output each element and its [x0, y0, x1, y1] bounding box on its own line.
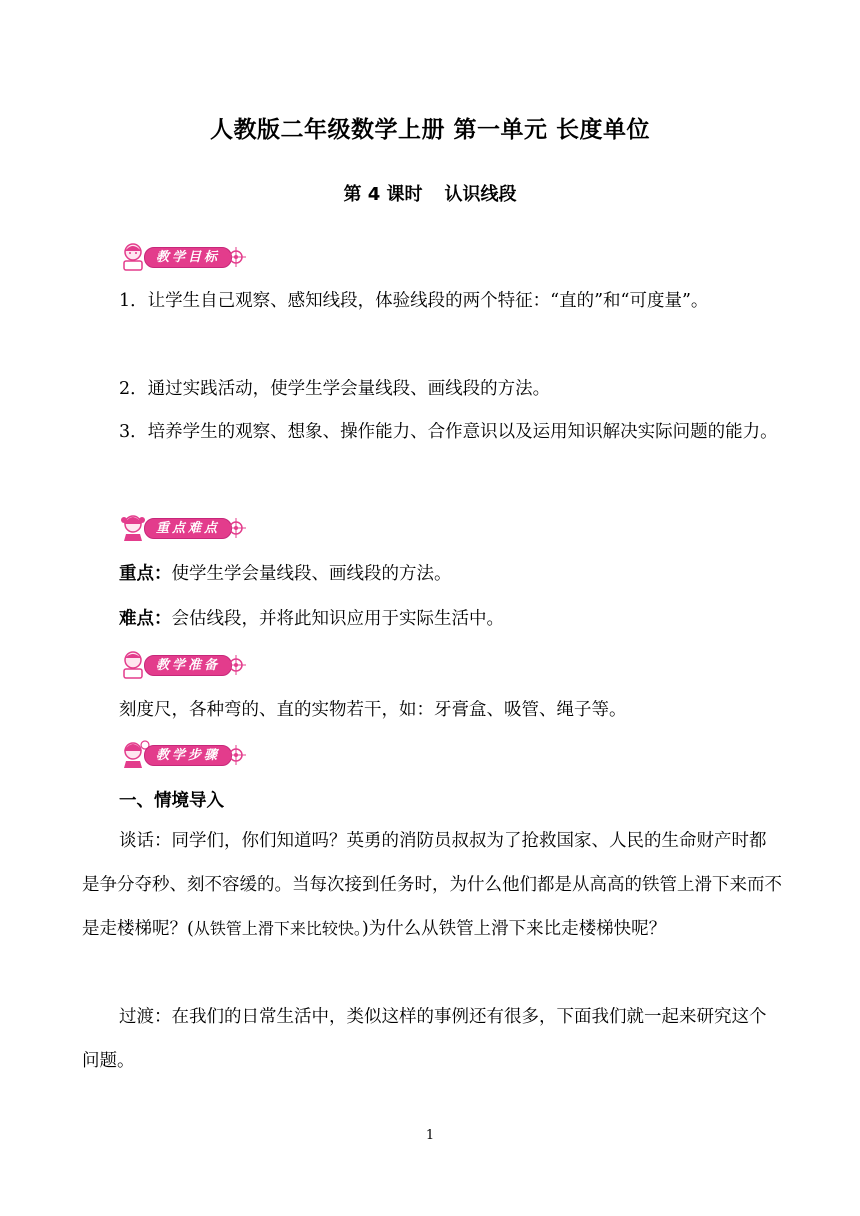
lesson-topic: 认识线段: [444, 184, 517, 205]
difficulty-text: 会估线段，并将此知识应用于实际生活中。: [171, 609, 504, 629]
page-number: 1: [425, 1128, 435, 1143]
key-points-badge: [120, 512, 244, 542]
target-icon: [226, 518, 246, 538]
goal-item: 3．培养学生的观察、想象、操作能力、合作意识以及运用知识解决实际问题的能力。: [119, 422, 778, 442]
key-point-line: [119, 560, 452, 585]
lesson-subtitle: [0, 180, 860, 206]
page-title: 人教版二年级数学上册 第一单元 长度单位: [209, 117, 650, 143]
talk-followup: )为什么从铁管上滑下来比走楼梯快呢？: [361, 919, 667, 939]
talk-text: 谈话：同学们，你们知道吗？英勇的消防员叔叔为了抢救国家、人民的生命财产时都是争分夺秒、刻不容缓的。当每次接到任务时，为什么他们都是从高高的铁管上滑下来而不是走楼梯呢？(: [82, 831, 782, 939]
target-icon: [226, 745, 246, 765]
prep-badge: [120, 649, 244, 679]
section-heading: 一、情境导入: [119, 791, 224, 811]
difficulty-line: [119, 605, 504, 630]
prep-badge-label: 教学准备: [155, 658, 220, 673]
talk-answer: 从铁管上滑下来比较快。: [193, 919, 362, 938]
steps-badge-label: 教学步骤: [155, 748, 220, 763]
goals-badge-label: 教学目标: [155, 250, 220, 265]
target-icon: [226, 655, 246, 675]
goal-item: 2．通过实践活动，使学生学会量线段、画线段的方法。: [119, 379, 551, 399]
talk-paragraph: [82, 819, 782, 951]
transition-paragraph: 过渡：在我们的日常生活中，类似这样的事例还有很多，下面我们就一起来研究这个问题。: [82, 1007, 767, 1071]
key-text: 使学生学会量线段、画线段的方法。: [171, 564, 452, 584]
goal-item: 1．让学生自己观察、感知线段，体验线段的两个特征：“直的”和“可度量”。: [119, 291, 709, 311]
lesson-number: 第 4 课时: [343, 184, 423, 205]
difficulty-label: 难点：: [119, 609, 172, 629]
steps-badge: [120, 739, 244, 769]
key-label: 重点：: [119, 564, 172, 584]
prep-text: 刻度尺，各种弯的、直的实物若干，如：牙膏盒、吸管、绳子等。: [119, 700, 627, 720]
goals-badge: [120, 241, 244, 271]
target-icon: [226, 247, 246, 267]
key-points-badge-label: 重点难点: [155, 521, 220, 536]
